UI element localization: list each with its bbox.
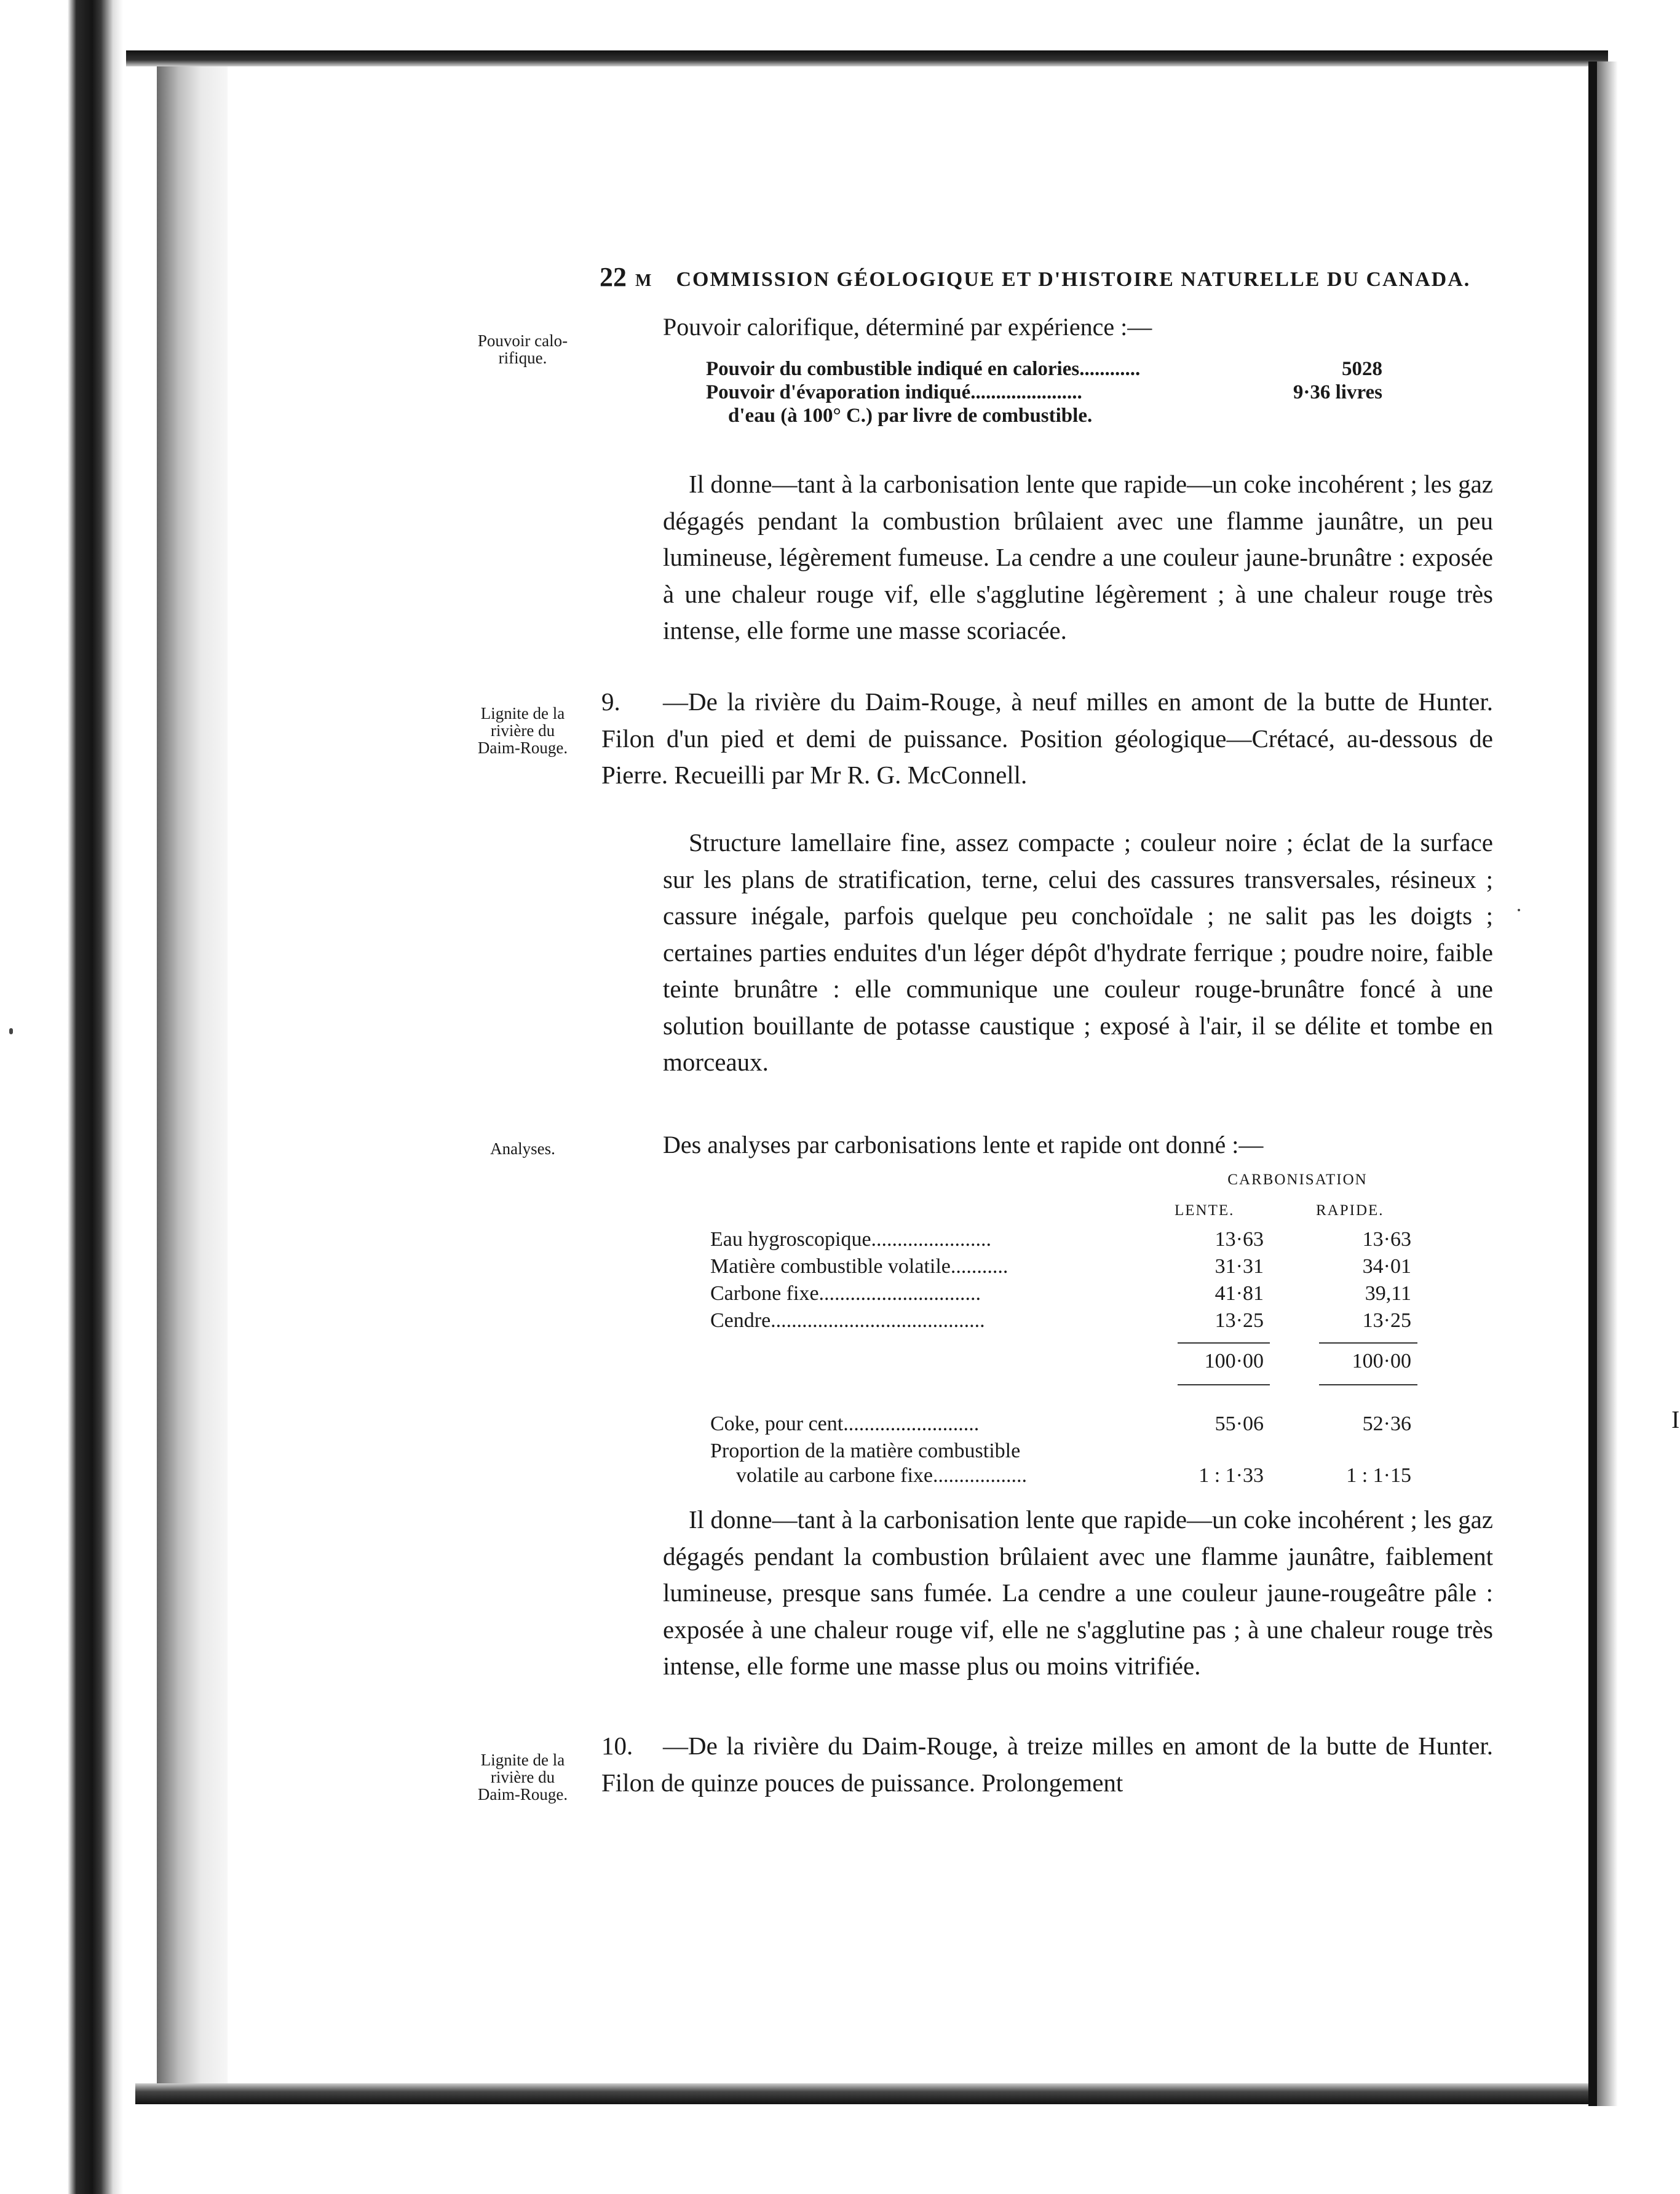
item-number: 9. — [601, 687, 620, 716]
margin-note-line: Pouvoir calo- — [477, 331, 568, 350]
item-number: 10. — [601, 1732, 633, 1760]
total-rule — [1319, 1342, 1417, 1344]
table-row — [710, 1255, 1411, 1282]
value-rapide: 39,11 — [1365, 1282, 1411, 1305]
margin-note-line: Daim-Rouge. — [477, 1785, 568, 1804]
value-rapide: 13·63 — [1362, 1228, 1411, 1251]
margin-note-lignite-10 — [449, 1751, 596, 1803]
total-rule — [1178, 1342, 1270, 1344]
calorific-label: Pouvoir d'évaporation indiqué...................... — [706, 381, 1082, 403]
margin-note-line: rifique. — [498, 349, 547, 367]
analyses-lead: Des analyses par carbonisations lente et rapide ont donné :— — [663, 1131, 1264, 1158]
page-series-letter: M — [635, 271, 653, 290]
item-text: —De la rivière du Daim-Rouge, à treize milles en amont de la butte de Hunter. Filon de quinze pouces de puissance. Prolongement — [601, 1732, 1493, 1797]
calorific-row — [706, 358, 1382, 381]
calorific-row — [706, 405, 1382, 428]
row-label: Matière combustible volatile........... — [710, 1255, 1008, 1278]
value-lente: 13·25 — [1214, 1309, 1264, 1332]
total-rapide: 100·00 — [1352, 1350, 1411, 1372]
scan-speck — [9, 1028, 13, 1034]
paragraph-coke-1: Il donne—tant à la carbonisation lente que rapide—un coke incohérent ; les gaz dégagés pendant la combustion brûlaient avec une flamme jaunâtre, un peu lumineuse, légèrement fumeuse. La cendre a une couleur jaune-brunâtre : exposée à une chaleur rouge vif, elle s'agglutine légèrement ; à une chaleur rouge très intense, elle forme une masse scoriacée. — [663, 470, 1493, 644]
total-lente: 100·00 — [1204, 1350, 1264, 1372]
value-lente: 41·81 — [1214, 1282, 1264, 1305]
row-label: volatile au carbone fixe.................. — [736, 1464, 1028, 1487]
book-edge-bottom — [135, 2083, 1608, 2104]
book-edge-top — [126, 50, 1608, 66]
facing-page-edge — [1597, 61, 1680, 2106]
value-lente: 55·06 — [1214, 1412, 1264, 1435]
row-label: Proportion de la matière combustible — [710, 1440, 1021, 1462]
paragraph-structure: Structure lamellaire fine, assez compacte ; couleur noire ; éclat de la surface sur les plans de stratification, terne, celui des cassures transversales, résineux ; cassure inégale, parfois quelque peu conchoïdale ; ne salit pas les doigts ; certaines parties enduites d'un léger dépôt d'hydrate ferrique ; poudre noire, faible teinte brunâtre : elle communique une couleur rouge-brunâtre foncé à une solution bouillante de potasse caustique ; exposé à l'air, il se délite et tombe en morceaux. — [663, 828, 1493, 1076]
value-rapide: 34·01 — [1362, 1255, 1411, 1278]
margin-note-line: Lignite de la — [480, 1751, 565, 1769]
table-row-proportion — [710, 1440, 1411, 1467]
running-head-title: COMMISSION GÉOLOGIQUE ET D'HISTOIRE NATURELLE DU CANADA. — [676, 268, 1471, 291]
row-label: Carbone fixe............................... — [710, 1282, 981, 1305]
total-rule — [1319, 1384, 1417, 1385]
column-header-lente: LENTE. — [1175, 1202, 1235, 1219]
total-rule — [1178, 1384, 1270, 1385]
page-number: 22 — [600, 262, 627, 292]
margin-note-line: rivière du — [490, 1768, 555, 1786]
row-label: Eau hygroscopique....................... — [710, 1228, 992, 1251]
scan-speck — [1518, 909, 1520, 911]
table-row — [710, 1282, 1411, 1309]
column-header-rapide: RAPIDE. — [1316, 1202, 1384, 1219]
calorific-row — [706, 381, 1382, 405]
row-label: Coke, pour cent.......................... — [710, 1412, 980, 1435]
table-row-proportion — [710, 1464, 1411, 1491]
page-stack-shadow — [157, 66, 231, 2083]
book-gutter — [1588, 61, 1597, 2106]
item-text: —De la rivière du Daim-Rouge, à neuf milles en amont de la butte de Hunter. Filon d'un pied et demi de puissance. Position géologique—Crétacé, au-dessous de Pierre. Recueilli par Mr R. G. McConnell. — [601, 687, 1493, 789]
table-total-row — [710, 1350, 1411, 1377]
calorific-label: Pouvoir du combustible indiqué en calories............ — [706, 358, 1141, 380]
margin-note-line: rivière du — [490, 721, 555, 740]
calorific-value: 9·36 livres — [1293, 381, 1382, 403]
margin-note-line: Lignite de la — [480, 704, 565, 723]
book-edge-left — [0, 0, 123, 2194]
running-head — [600, 261, 1471, 293]
calorific-value: 5028 — [1342, 358, 1382, 380]
value-lente: 31·31 — [1214, 1255, 1264, 1278]
margin-note-pouvoir — [449, 332, 596, 366]
calorific-label: d'eau (à 100° C.) par livre de combustible. — [728, 405, 1093, 427]
margin-note-analyses — [449, 1140, 596, 1157]
item-10 — [601, 1728, 1493, 1801]
value-lente: 13·63 — [1214, 1228, 1264, 1251]
margin-note-line: Daim-Rouge. — [477, 739, 568, 757]
table-header: CARBONISATION — [1227, 1171, 1368, 1188]
calorific-lead: Pouvoir calorifique, déterminé par expérience :— — [663, 313, 1152, 341]
margin-note-lignite-9 — [449, 705, 596, 756]
calorific-values — [706, 358, 1382, 428]
margin-note-line: Analyses. — [490, 1139, 555, 1158]
value-rapide: 13·25 — [1362, 1309, 1411, 1332]
facing-page-mark: I — [1671, 1406, 1680, 1433]
table-row-coke — [710, 1412, 1411, 1440]
value-rapide: 1 : 1·15 — [1346, 1464, 1411, 1487]
row-label: Cendre......................................... — [710, 1309, 985, 1332]
table-row — [710, 1228, 1411, 1255]
paragraph-coke-2: Il donne—tant à la carbonisation lente que rapide—un coke incohérent ; les gaz dégagés pendant la combustion brûlaient avec une flamme jaunâtre, faiblement lumineuse, presque sans fumée. La cendre a une couleur jaune-rougeâtre pâle : exposée à une chaleur rouge vif, elle ne s'agglutine pas ; à une chaleur rouge très intense, elle forme une masse plus ou moins vitrifiée. — [663, 1505, 1493, 1680]
item-9 — [601, 684, 1493, 794]
value-lente: 1 : 1·33 — [1199, 1464, 1264, 1487]
table-row — [710, 1309, 1411, 1336]
value-rapide: 52·36 — [1362, 1412, 1411, 1435]
